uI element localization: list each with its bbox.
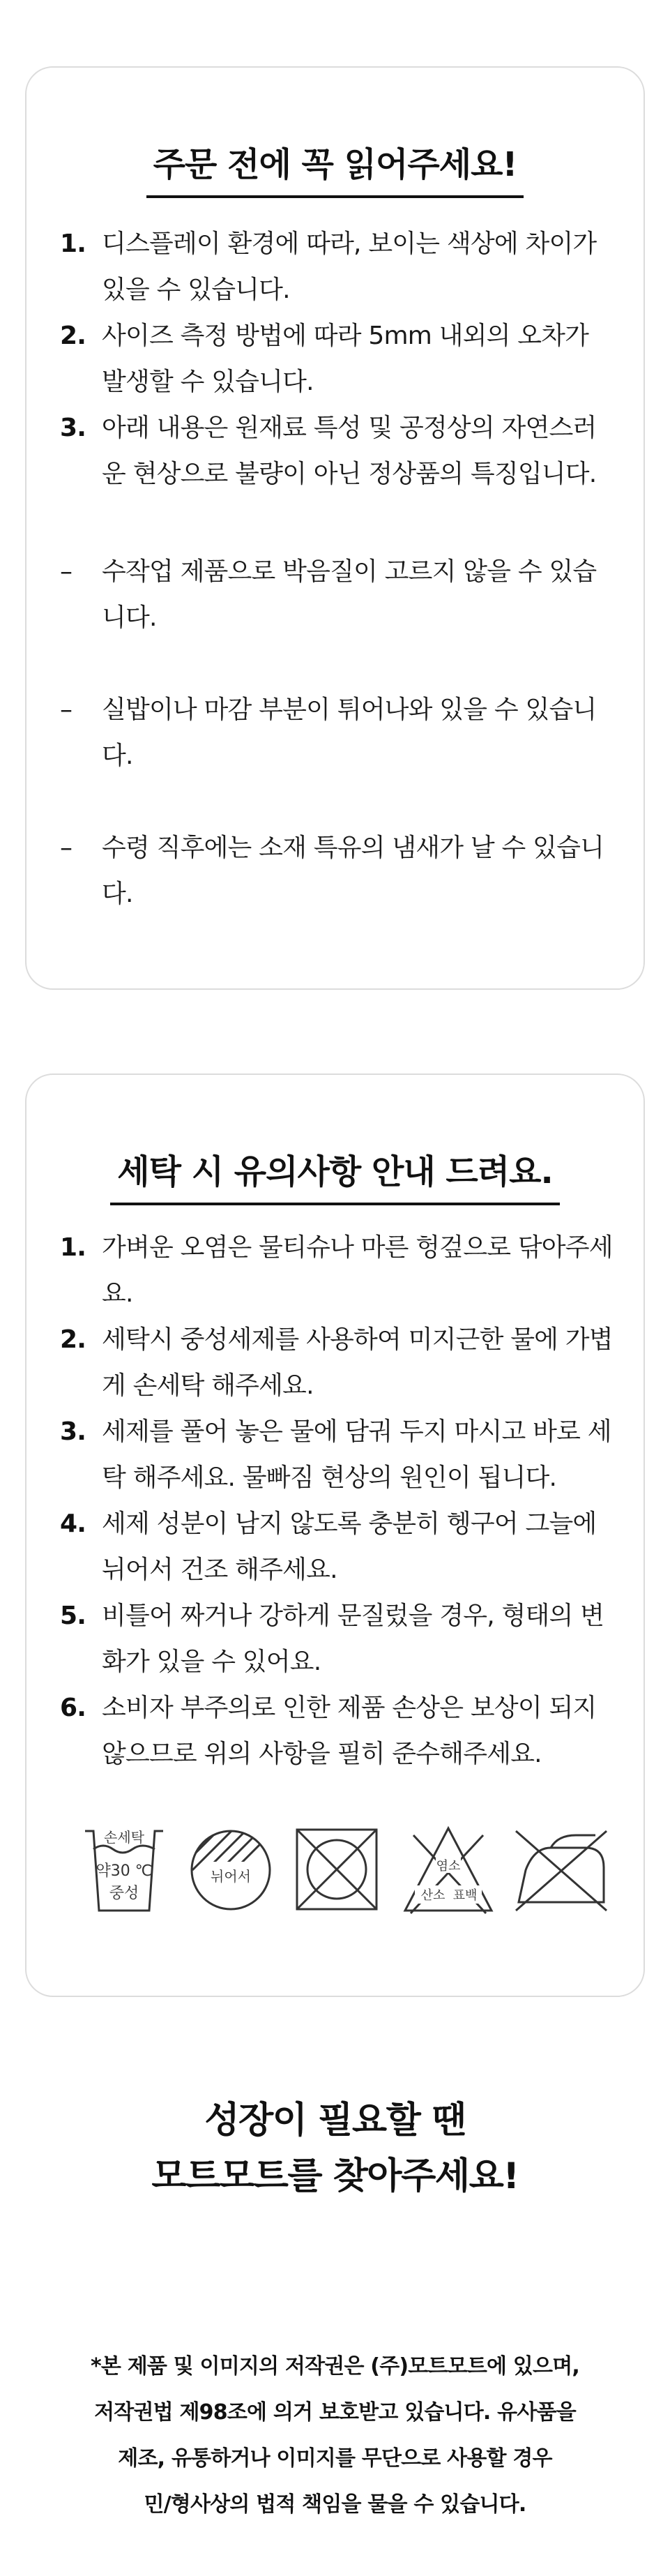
notice-card — [25, 66, 645, 990]
brand-slogan — [0, 2093, 670, 2204]
notice-title: 주문 전에 꼭 읽어주세요! — [26, 137, 644, 198]
slogan-line-1: 성장이 필요할 땐 — [204, 2100, 466, 2141]
no-tumble-dry-icon — [291, 1821, 382, 1919]
list-item: – 실밥이나 마감 부분이 튀어나와 있을 수 있습니다. — [60, 695, 597, 770]
no-iron-icon — [509, 1821, 614, 1919]
list-item: 4. 세제 성분이 남지 않도록 충분히 헹구어 그늘에 뉘어서 건조 해주세요. — [60, 1509, 597, 1584]
wash-card — [25, 1074, 645, 1997]
wash-title: 세탁 시 유의사항 안내 드려요. — [26, 1145, 644, 1205]
list-item: 6. 소비자 부주의로 인한 제품 손상은 보상이 되지 않으므로 위의 사항을 필히 준수해주세요. — [60, 1694, 597, 1768]
list-item: 3. 세제를 풀어 놓은 물에 담궈 두지 마시고 바로 세탁 해주세요. 물빠짐 현상의 원인이 됩니다. — [60, 1417, 611, 1492]
list-item: – 수령 직후에는 소재 특유의 냄새가 날 수 있습니다. — [60, 834, 604, 908]
copyright-line-2: 저작권법 제98조에 의거 보호받고 있습니다. 유사품을 — [94, 2400, 576, 2425]
notice-dash-list — [60, 549, 616, 963]
notice-list — [60, 221, 616, 497]
svg-text:약30 ℃: 약30 ℃ — [96, 1862, 153, 1880]
no-bleach-icon — [399, 1821, 497, 1919]
copyright-notice — [0, 2344, 670, 2528]
hand-wash-icon — [82, 1821, 166, 1919]
list-item: 2. 세탁시 중성세제를 사용하여 미지근한 물에 가볍게 손세탁 해주세요. — [60, 1325, 613, 1400]
copyright-line-4: 민/형사상의 법적 책임을 물을 수 있습니다. — [144, 2492, 526, 2517]
care-symbols — [82, 1821, 591, 1926]
svg-text:산소: 산소 — [420, 1888, 446, 1903]
svg-text:손세탁: 손세탁 — [104, 1829, 144, 1846]
copyright-line-3: 제조, 유통하거나 이미지를 무단으로 사용할 경우 — [118, 2446, 552, 2471]
svg-text:염소: 염소 — [436, 1859, 461, 1874]
dry-flat-shade-icon — [185, 1821, 276, 1919]
list-item: 1. 디스플레이 환경에 따라, 보이는 색상에 차이가 있을 수 있습니다. — [60, 229, 597, 304]
wash-list — [60, 1225, 616, 1777]
svg-text:표백: 표백 — [452, 1888, 478, 1903]
list-item: 5. 비틀어 짜거나 강하게 문질렀을 경우, 형태의 변화가 있을 수 있어요. — [60, 1602, 604, 1676]
list-item: 3. 아래 내용은 원재료 특성 및 공정상의 자연스러운 현상으로 불량이 아닌 정상품의 특징입니다. — [60, 414, 597, 488]
svg-text:중성: 중성 — [109, 1885, 139, 1902]
list-item: 2. 사이즈 측정 방법에 따라 5mm 내외의 오차가 발생할 수 있습니다. — [60, 322, 589, 396]
copyright-line-1: *본 제품 및 이미지의 저작권은 (주)모트모트에 있으며, — [91, 2354, 579, 2379]
slogan-line-2: 모트모트를 찾아주세요! — [151, 2155, 519, 2197]
svg-text:뉘어서: 뉘어서 — [211, 1868, 251, 1885]
list-item: – 수작업 제품으로 박음질이 고르지 않을 수 있습니다. — [60, 557, 597, 632]
list-item: 1. 가벼운 오염은 물티슈나 마른 헝겊으로 닦아주세요. — [60, 1233, 613, 1308]
